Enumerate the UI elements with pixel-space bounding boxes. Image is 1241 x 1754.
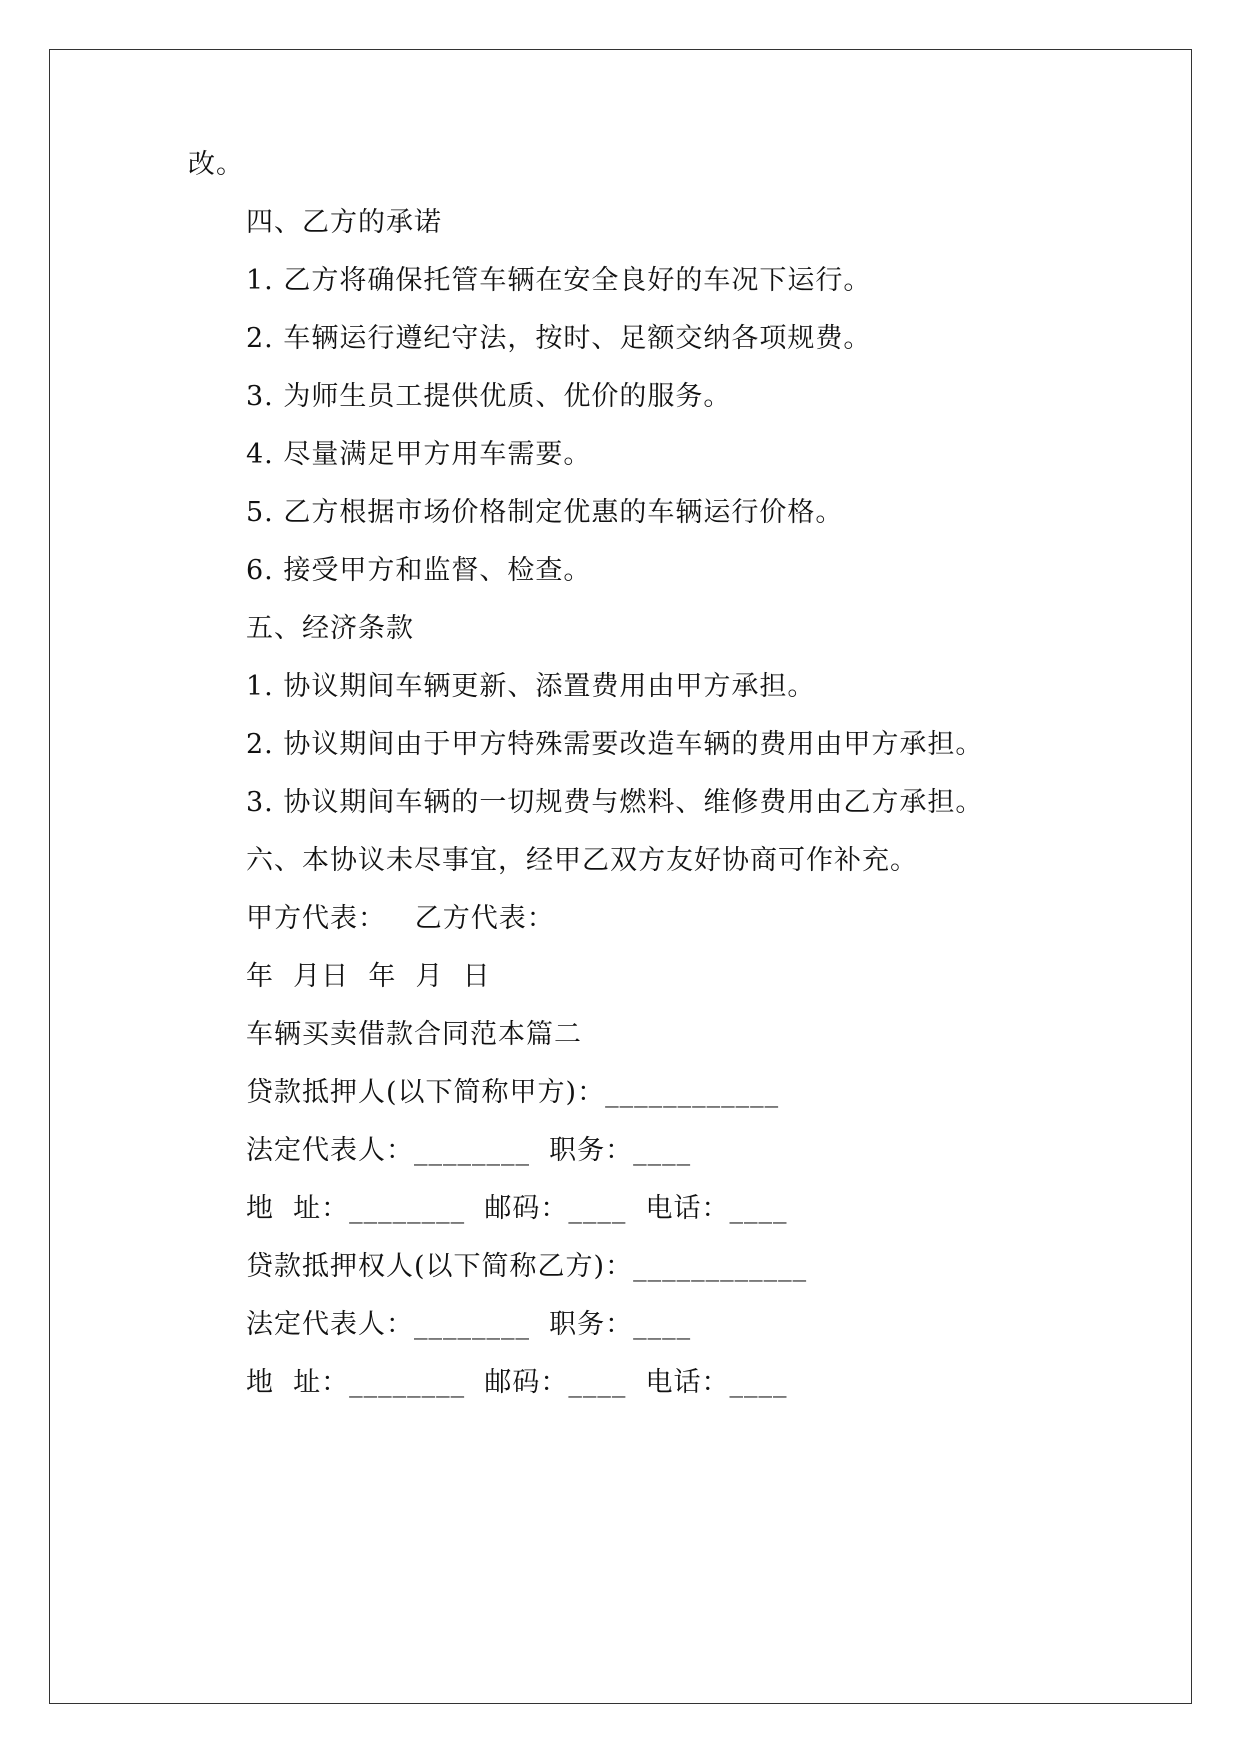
- section-heading-4: 四、乙方的承诺: [246, 207, 442, 238]
- clause-4-5: 5. 乙方根据市场价格制定优惠的车辆运行价格。: [246, 497, 844, 528]
- party-b-representative-field: 法定代表人：________ 职务：____: [246, 1309, 692, 1340]
- signature-representatives: 甲方代表： 乙方代表：: [246, 903, 555, 934]
- party-a-name-field: 贷款抵押人(以下简称甲方)：____________: [246, 1077, 780, 1108]
- party-a-address-field: 地 址：________ 邮码：____ 电话：____: [246, 1193, 788, 1224]
- section-heading-6: 六、本协议未尽事宜，经甲乙双方友好协商可作补充。: [246, 845, 918, 876]
- clause-5-3: 3. 协议期间车辆的一切规费与燃料、维修费用由乙方承担。: [246, 787, 984, 818]
- clause-5-2: 2. 协议期间由于甲方特殊需要改造车辆的费用由甲方承担。: [246, 729, 984, 760]
- paragraph-continuation: 改。: [188, 149, 244, 180]
- signature-dates: 年 月日 年 月 日: [246, 961, 491, 992]
- party-b-address-field: 地 址：________ 邮码：____ 电话：____: [246, 1367, 788, 1398]
- clause-4-4: 4. 尽量满足甲方用车需要。: [246, 439, 592, 470]
- clause-4-1: 1. 乙方将确保托管车辆在安全良好的车况下运行。: [246, 265, 872, 296]
- clause-4-2: 2. 车辆运行遵纪守法，按时、足额交纳各项规费。: [246, 323, 872, 354]
- clause-4-6: 6. 接受甲方和监督、检查。: [246, 555, 592, 586]
- party-b-name-field: 贷款抵押权人(以下简称乙方)：____________: [246, 1251, 808, 1282]
- party-a-representative-field: 法定代表人：________ 职务：____: [246, 1135, 692, 1166]
- contract-title-part-2: 车辆买卖借款合同范本篇二: [246, 1019, 582, 1050]
- clause-5-1: 1. 协议期间车辆更新、添置费用由甲方承担。: [246, 671, 816, 702]
- clause-4-3: 3. 为师生员工提供优质、优价的服务。: [246, 381, 732, 412]
- section-heading-5: 五、经济条款: [246, 613, 414, 644]
